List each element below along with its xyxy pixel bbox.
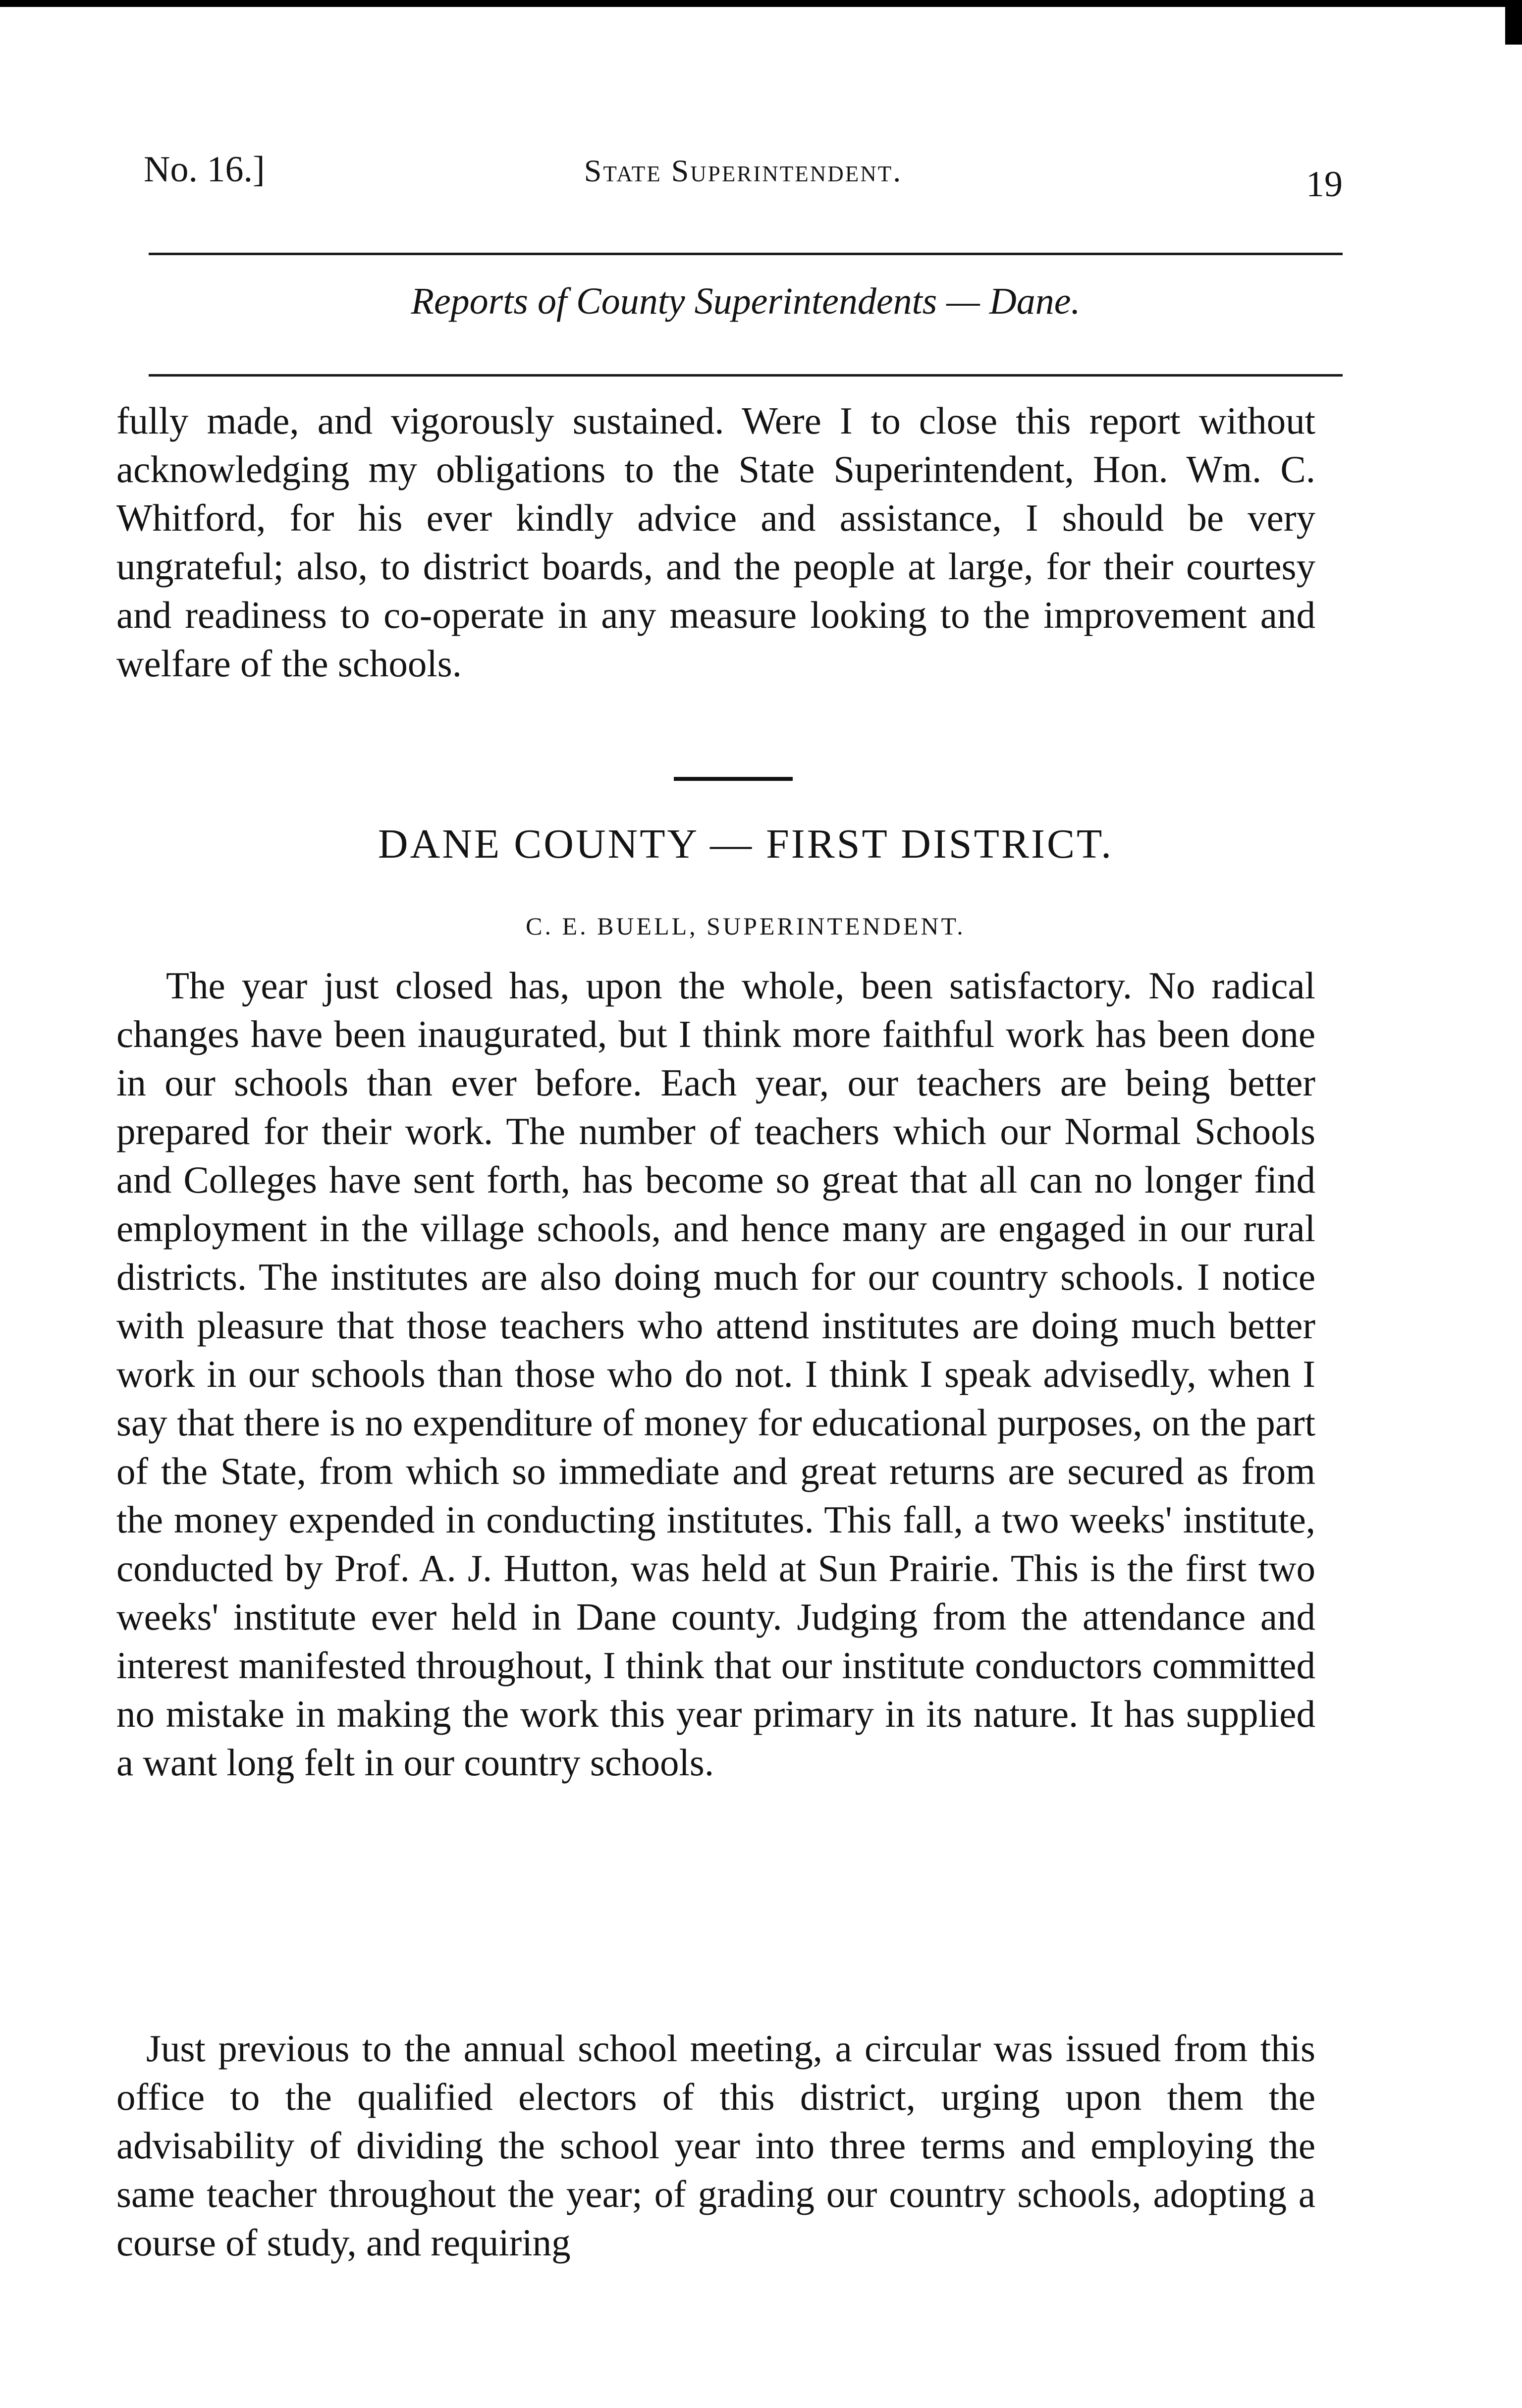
header-rule-bottom <box>149 374 1343 377</box>
section-head: Reports of County Superintendents — Dane. <box>411 280 1081 322</box>
district-title: DANE COUNTY — FIRST DISTRICT. <box>378 821 1114 867</box>
body-paragraph-1: The year just closed has, upon the whole, been satisfactory. No radical changes have been inaugurated, but I think more faithful work has been done in our schools than ever before. Each year, our teachers are being better prepared for their work. The number of teachers which our Normal Schools and Colleges have sent forth, has become so great that all can no longer find employment in the village schools, and hence many are engaged in our rural districts. The institutes are also doing much for our country schools. I notice with pleasure that those teachers who attend institutes are doing much better work in our schools than those who do not. I think I speak advisedly, when I say that there is no expenditure of money for educational purposes, on the part of the State, from which so immediate and great returns are secured as from the money expended in conducting institutes. This fall, a two weeks' institute, conducted by Prof. A. J. Hutton, was held at Sun Prairie. This is the first two weeks' institute ever held in Dane county. Judging from the attendance and interest manifested throughout, I think that our institute conductors committed no mistake in making the work this year primary in its nature. It has supplied a want long felt in our country schools. <box>116 964 1315 1784</box>
superintendent-line: C. E. BUELL, SUPERINTENDENT. <box>526 912 966 940</box>
page-number: 19 <box>1306 164 1343 205</box>
scan-top-edge <box>0 0 1522 7</box>
header-rule-top <box>149 253 1343 255</box>
running-head <box>144 149 1343 203</box>
body-paragraph-2: Just previous to the annual school meeting, a circular was issued from this office to the qualified electors of this district, urging upon them the advisability of dividing the school year into three terms and employing the same teacher throughout the year; of grading our country schools, adopting a course of study, and requiring <box>116 2027 1315 2264</box>
continuation-paragraph: fully made, and vigorously sustained. Were I to close this report without acknowledging my obligations to the State Superintendent, Hon. Wm. C. Whitford, for his ever kindly advice and assistance, I should be very ungrateful; also, to district boards, and the people at large, for their courtesy and readiness to co-operate in any measure looking to the improvement and welfare of the schools. <box>116 399 1315 685</box>
document-number: No. 16.] <box>144 149 265 190</box>
running-title: State Superintendent. <box>584 153 903 188</box>
section-divider <box>674 777 793 781</box>
scan-corner-shadow <box>1505 0 1522 45</box>
